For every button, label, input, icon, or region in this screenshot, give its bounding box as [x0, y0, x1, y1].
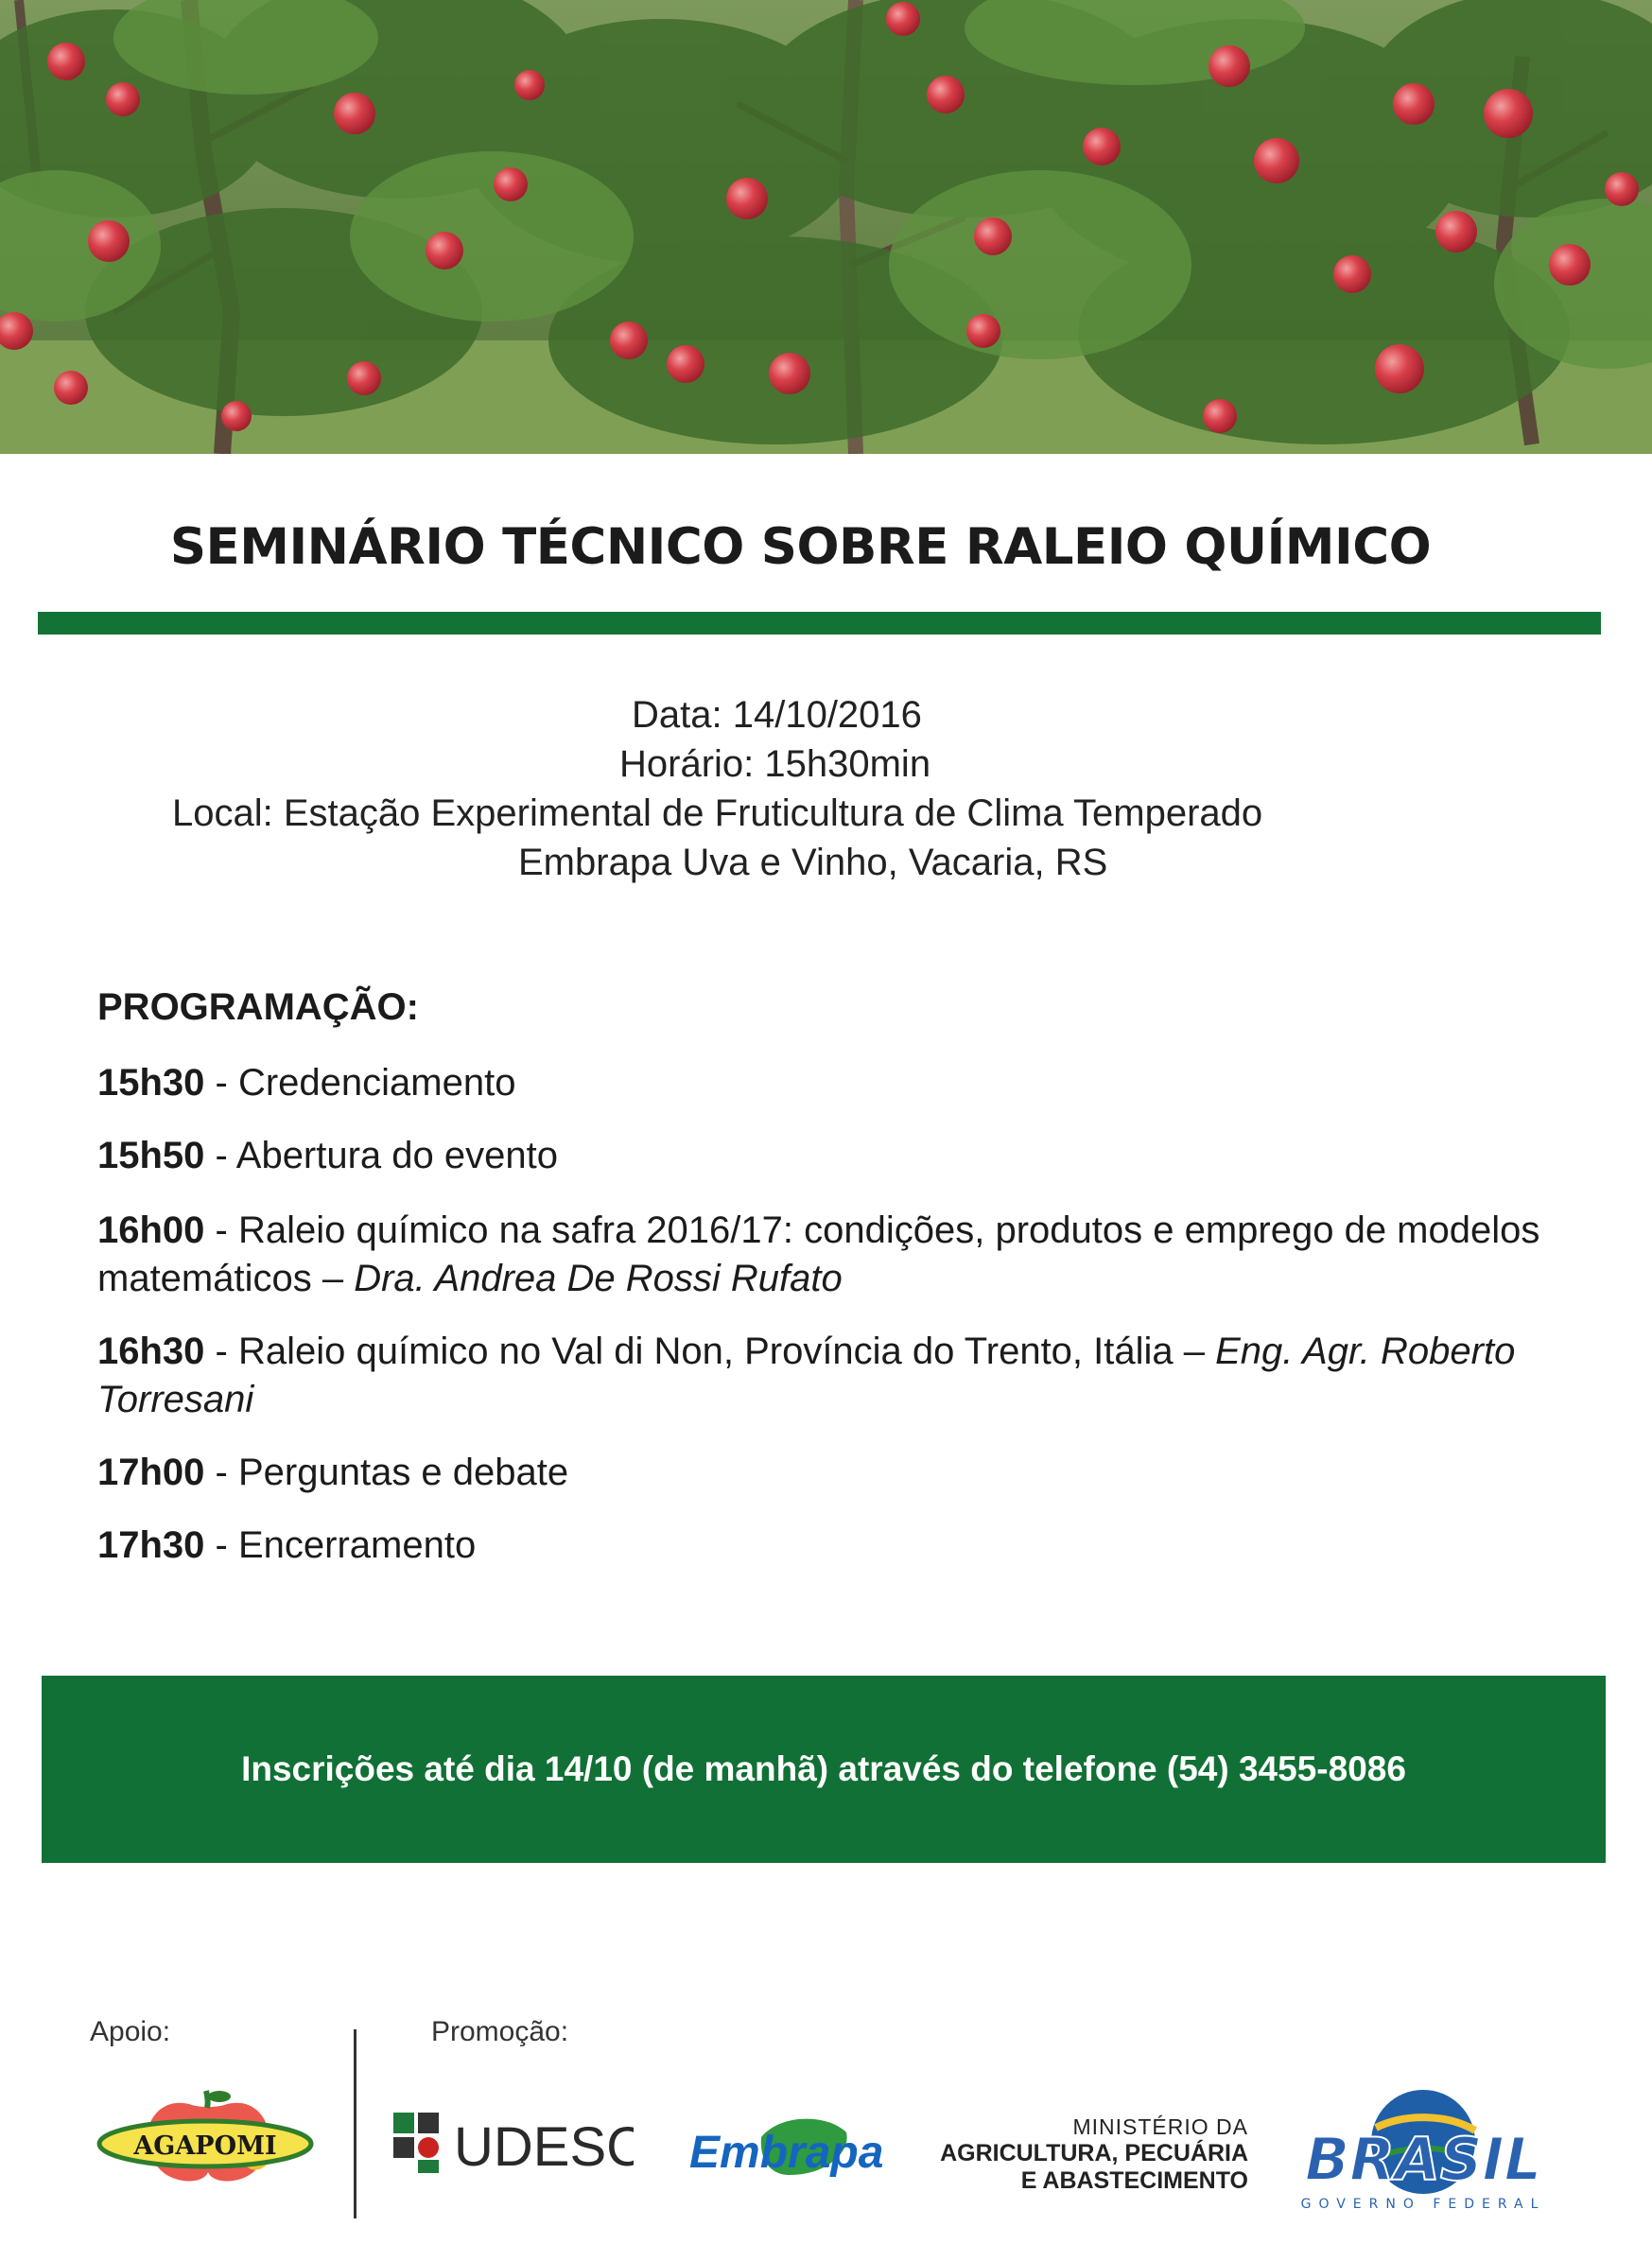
program-time: 15h30	[97, 1062, 205, 1104]
program-speaker: Dra. Andrea De Rossi Rufato	[354, 1258, 843, 1299]
event-location-detail: Embrapa Uva e Vinho, Vacaria, RS	[518, 842, 1108, 883]
apple-orchard-illustration	[0, 0, 1652, 454]
ministry-logo	[908, 2114, 1248, 2195]
program-item	[97, 1522, 1573, 1570]
event-time: Horário: 15h30min	[619, 743, 931, 785]
program-text: - Credenciamento	[204, 1062, 516, 1104]
promotion-label: Promoção:	[431, 2016, 569, 2047]
embrapa-wordmark: Embrapa	[689, 2128, 884, 2178]
page-title: SEMINÁRIO TÉCNICO SOBRE RALEIO QUÍMICO	[169, 518, 1432, 576]
ministry-line1: MINISTÉRIO DA	[1072, 2114, 1248, 2139]
program-heading: PROGRAMAÇÃO:	[97, 986, 419, 1028]
support-label: Apoio:	[90, 2016, 171, 2047]
footer-divider	[354, 2029, 356, 2218]
ministry-line3: E ABASTECIMENTO	[1020, 2167, 1248, 2194]
udesc-logo	[388, 2107, 634, 2187]
agapomi-logo	[95, 2085, 317, 2194]
program-time: 15h50	[97, 1135, 205, 1176]
program-item	[97, 1132, 1573, 1180]
brasil-subtitle: GOVERNO FEDERAL	[1300, 2197, 1546, 2212]
program-time: 16h00	[97, 1209, 205, 1251]
program-item	[97, 1449, 1573, 1497]
program-text: - Abertura do evento	[204, 1135, 558, 1176]
program-time: 17h00	[97, 1452, 205, 1493]
program-item	[97, 1328, 1573, 1424]
program-item	[97, 1059, 1573, 1107]
brasil-logo	[1281, 2085, 1565, 2222]
event-location: Local: Estação Experimental de Fruticultura de Clima Temperado	[172, 792, 1263, 834]
brasil-wordmark: BRASIL	[1304, 2125, 1542, 2194]
program-text: - Raleio químico no Val di Non, Província do Trento, Itália –	[204, 1331, 1216, 1372]
program-text: - Raleio químico na safra 2016/17: condições, produtos e emprego de modelos matemáticos –	[97, 1209, 1540, 1299]
ministry-line2: AGRICULTURA, PECUÁRIA	[940, 2140, 1248, 2166]
event-date: Data: 14/10/2016	[632, 694, 922, 736]
program-item	[97, 1207, 1573, 1303]
program-speaker: Eng. Agr. Roberto Torresani	[97, 1331, 1516, 1420]
registration-text: Inscrições até dia 14/10 (de manhã) através do telefone (54) 3455-8086	[241, 1749, 1406, 1788]
registration-banner	[42, 1676, 1606, 1863]
title-divider	[38, 612, 1601, 635]
agapomi-wordmark: AGAPOMI	[133, 2131, 277, 2161]
program-text: - Encerramento	[204, 1524, 477, 1566]
udesc-wordmark: UDESC	[454, 2116, 634, 2178]
embrapa-logo	[686, 2109, 898, 2199]
program-time: 16h30	[97, 1331, 205, 1372]
header-photo	[0, 0, 1652, 454]
program-time: 17h30	[97, 1524, 205, 1566]
program-text: - Perguntas e debate	[204, 1452, 569, 1493]
